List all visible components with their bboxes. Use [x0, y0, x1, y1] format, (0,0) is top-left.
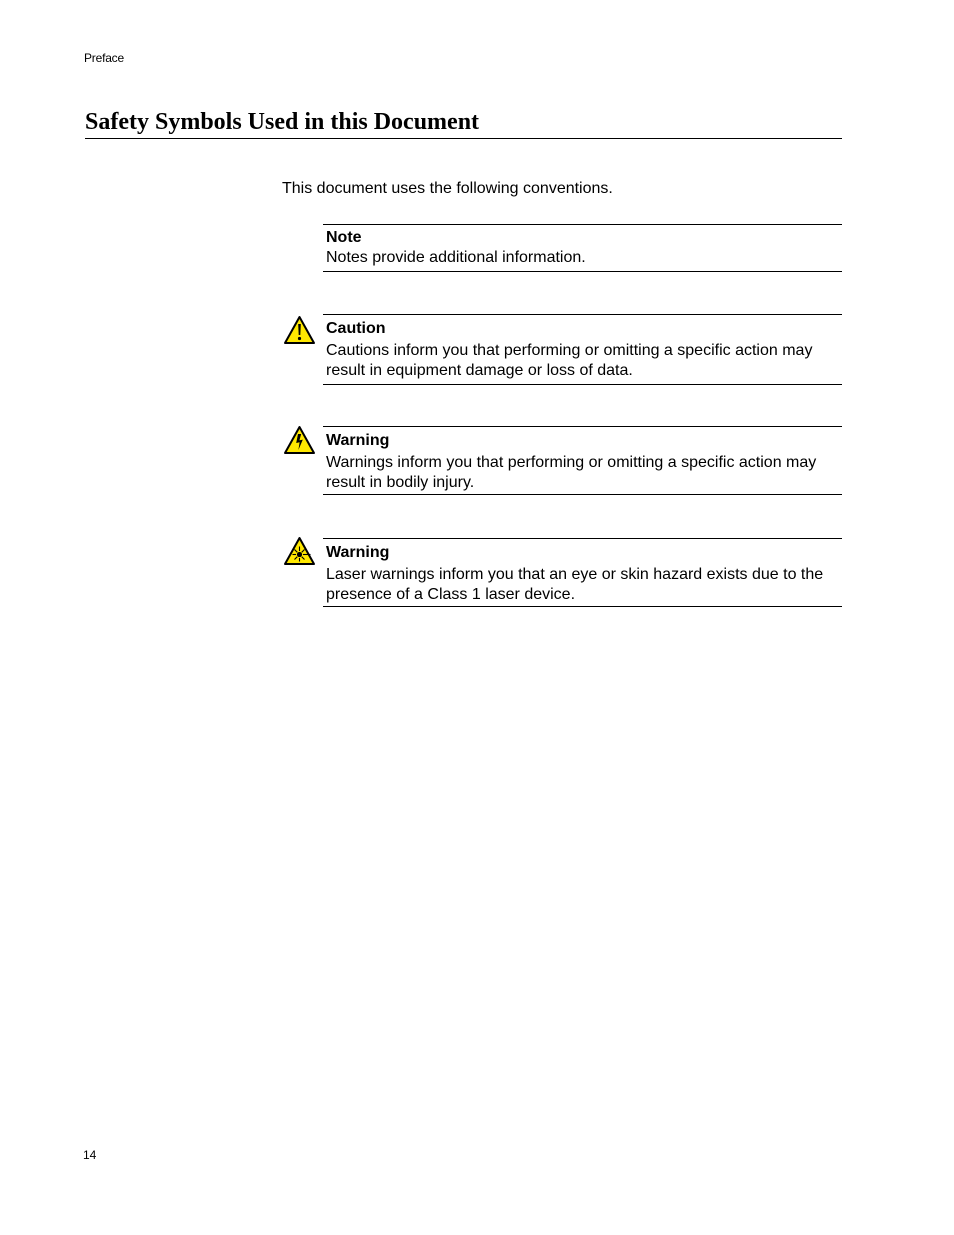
running-header: Preface [84, 51, 124, 65]
warning-title: Warning [326, 432, 390, 449]
warning-box [323, 426, 842, 495]
note-box [323, 224, 842, 272]
note-body: Notes provide additional information. [326, 249, 586, 266]
note-title: Note [326, 229, 362, 246]
electrical-hazard-icon [283, 425, 316, 455]
caution-title: Caution [326, 320, 386, 337]
laser-warning-title: Warning [326, 544, 390, 561]
section-title: Safety Symbols Used in this Document [85, 107, 842, 139]
page-number: 14 [83, 1148, 97, 1162]
caution-exclamation-icon [283, 315, 316, 345]
laser-warning-body: Laser warnings inform you that an eye or skin hazard exists due to the presence of a Class 1 laser device. [326, 566, 824, 603]
caution-box [323, 314, 842, 385]
caution-body: Cautions inform you that performing or omitting a specific action may result in equipment damage or loss of data. [326, 342, 813, 379]
laser-warning-box [323, 538, 842, 607]
intro-text: This document uses the following conventions. [282, 180, 613, 197]
warning-body: Warnings inform you that performing or omitting a specific action may result in bodily injury. [326, 454, 817, 491]
laser-hazard-icon [283, 536, 316, 566]
